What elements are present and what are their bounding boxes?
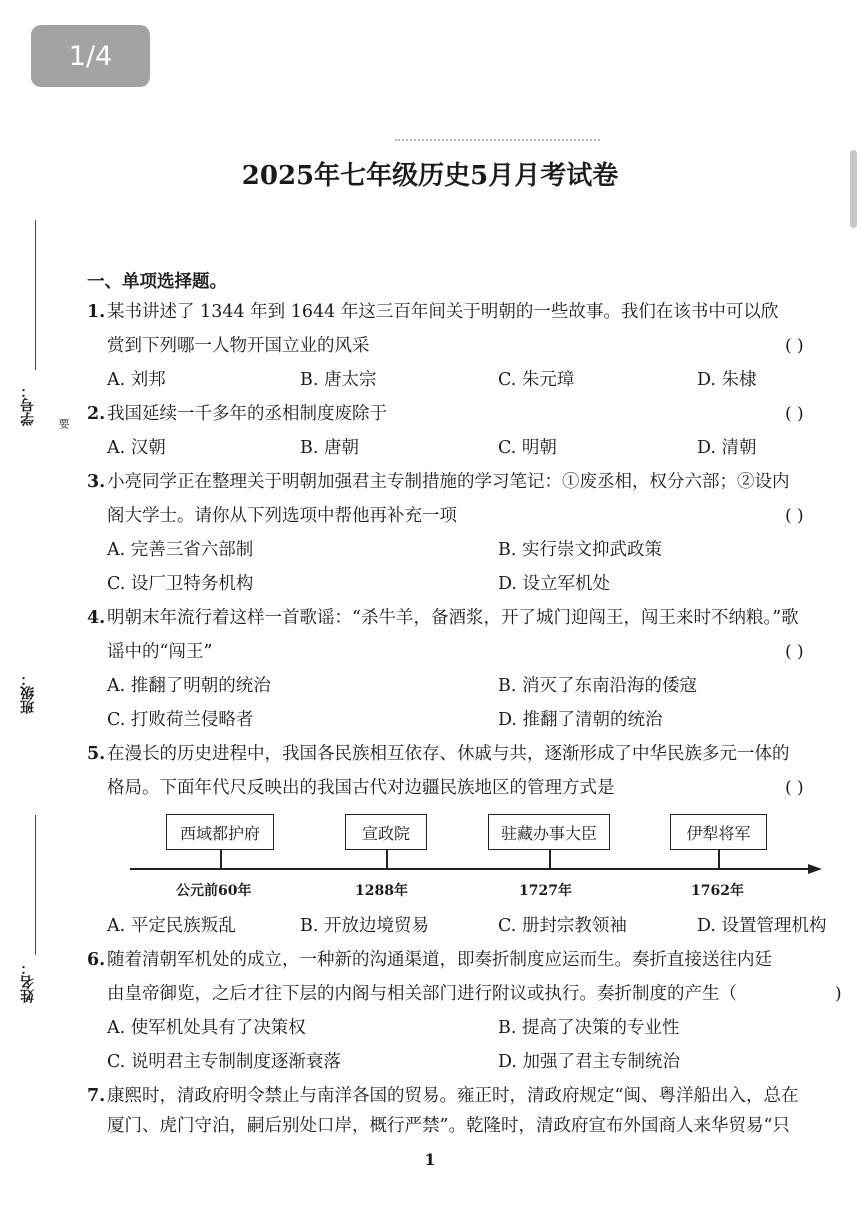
option-b: B. 提高了决策的专业性 [498, 1018, 680, 1038]
answer-bracket: ( ) [785, 336, 804, 356]
binding-line [35, 220, 36, 370]
timeline-axis [130, 868, 810, 870]
option-b: B. 唐朝 [300, 438, 359, 458]
question-text: 康熙时，清政府明令禁止与南洋各国的贸易。雍正时，清政府规定“闽、粤洋船出入，总在 [107, 1086, 799, 1106]
option-c: C. 打败荷兰侵略者 [107, 710, 254, 730]
option-a: A. 汉朝 [107, 438, 166, 458]
dotted-divider [395, 139, 600, 147]
timeline-connector [220, 850, 222, 868]
question-text: 随着清朝军机处的成立，一种新的沟通渠道，即奏折制度应运而生。奏折直接送往内廷 [107, 950, 772, 970]
section-heading: 一、单项选择题。 [87, 272, 227, 292]
option-b: B. 实行崇文抑武政策 [498, 540, 662, 560]
option-d: D. 推翻了清朝的统治 [498, 710, 663, 730]
question-text: 格局。下面年代尺反映出的我国古代对边疆民族地区的管理方式是 [107, 778, 615, 798]
question-number: 2. [87, 404, 106, 424]
question-number: 4. [87, 608, 106, 628]
option-d: D. 设置管理机构 [697, 916, 827, 936]
page-title: 2025年七年级历史5月月考试卷 [241, 161, 619, 191]
question-text: 我国延续一千多年的丞相制度废除于 [107, 404, 387, 424]
option-b: B. 消灭了东南沿海的倭寇 [498, 676, 697, 696]
question-number: 1. [87, 302, 106, 322]
timeline-year: 1762年 [691, 883, 744, 899]
option-a: A. 平定民族叛乱 [107, 916, 236, 936]
student-no-label: 学号： [20, 384, 36, 426]
option-d: D. 清朝 [697, 438, 757, 458]
name-label: 姓名： [20, 961, 36, 1004]
timeline-event-box: 西域都护府 [166, 814, 274, 850]
timeline-year: 公元前60年 [176, 883, 252, 899]
page-number: 1 [424, 1150, 436, 1169]
page-indicator: 1/4 [31, 25, 150, 87]
timeline-connector [386, 850, 388, 868]
answer-bracket: ( ) [785, 642, 804, 662]
question-number: 5. [87, 744, 106, 764]
option-a: A. 刘邦 [107, 370, 166, 390]
question-number: 7. [87, 1086, 106, 1106]
option-d: D. 设立军机处 [498, 574, 611, 594]
answer-bracket: ) [835, 984, 842, 1004]
option-c: C. 朱元璋 [498, 370, 575, 390]
question-text: 小亮同学正在整理关于明朝加强君主专制措施的学习笔记：①废丞相，权分六部；②设内 [107, 472, 790, 492]
option-d: D. 朱棣 [697, 370, 757, 390]
question-text: 明朝末年流行着这样一首歌谣：“杀牛羊，备酒浆，开了城门迎闯王，闯王来时不纳粮。”歌 [107, 608, 799, 628]
question-text: 厦门、虎门守泊，嗣后别处口岸，概行严禁”。乾隆时，清政府宣布外国商人来华贸易“只 [107, 1116, 790, 1136]
question-number: 6. [87, 950, 106, 970]
timeline-year: 1288年 [355, 883, 408, 899]
option-c: C. 册封宗教领袖 [498, 916, 627, 936]
answer-bracket: ( ) [785, 404, 804, 424]
timeline-connector [549, 850, 551, 868]
option-a: A. 使军机处具有了决策权 [107, 1018, 306, 1038]
option-d: D. 加强了君主专制统治 [498, 1052, 681, 1072]
option-c: C. 设厂卫特务机构 [107, 574, 254, 594]
question-text: 某书讲述了 1344 年到 1644 年这三百年间关于明朝的一些故事。我们在该书中可以欣 [107, 302, 779, 322]
question-text: 在漫长的历史进程中，我国各民族相互依存、休戚与共，逐渐形成了中华民族多元一体的 [107, 744, 790, 764]
binding-mark: 要 [57, 418, 70, 429]
answer-bracket: ( ) [785, 506, 804, 526]
question-text: 由皇帝御览，之后才往下层的内阁与相关部门进行附议或执行。奏折制度的产生（ [107, 984, 737, 1004]
option-a: A. 完善三省六部制 [107, 540, 254, 560]
question-text: 谣中的“闯王” [107, 642, 213, 662]
class-label: 班级： [20, 672, 36, 714]
timeline-event-box: 驻藏办事大臣 [488, 814, 610, 850]
timeline-connector [718, 850, 720, 868]
option-b: B. 唐太宗 [300, 370, 377, 390]
option-a: A. 推翻了明朝的统治 [107, 676, 271, 696]
timeline-arrow-icon [808, 864, 822, 874]
question-text: 赏到下列哪一人物开国立业的风采 [107, 336, 370, 356]
answer-bracket: ( ) [785, 778, 804, 798]
option-c: C. 明朝 [498, 438, 557, 458]
question-text: 阁大学士。请你从下列选项中帮他再补充一项 [107, 506, 457, 526]
option-b: B. 开放边境贸易 [300, 916, 429, 936]
timeline-event-box: 宣政院 [345, 814, 427, 850]
binding-line [35, 815, 36, 955]
option-c: C. 说明君主专制制度逐渐衰落 [107, 1052, 341, 1072]
question-number: 3. [87, 472, 106, 492]
timeline-year: 1727年 [519, 883, 572, 899]
timeline-event-box: 伊犁将军 [670, 814, 767, 850]
